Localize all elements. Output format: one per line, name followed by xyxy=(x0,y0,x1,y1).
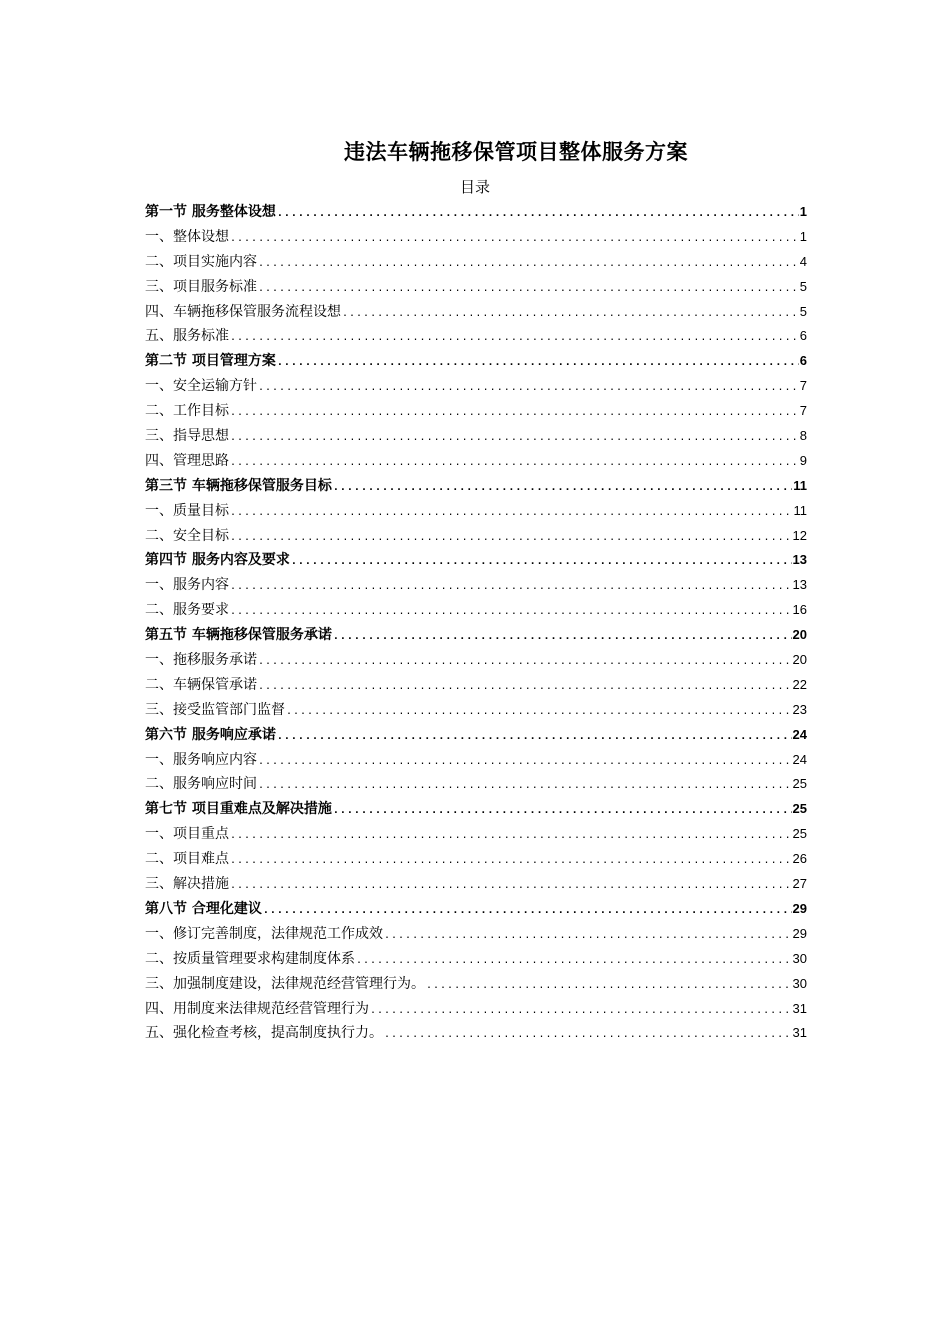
toc-entry-label: 第七节 项目重难点及解决措施 xyxy=(145,801,332,818)
toc-section-entry[interactable] xyxy=(145,897,807,922)
toc-dot-leader xyxy=(356,949,792,974)
toc-item-entry[interactable] xyxy=(145,922,807,947)
toc-entry-label: 三、加强制度建设，法律规范经营管理行为。 xyxy=(145,975,425,992)
toc-entry-label: 第一节 服务整体设想 xyxy=(145,204,276,220)
toc-entry-label: 第三节 车辆拖移保管服务目标 xyxy=(145,477,332,494)
toc-item-entry[interactable] xyxy=(145,748,807,773)
toc-dot-leader xyxy=(263,899,792,924)
toc-item-entry[interactable] xyxy=(145,648,807,673)
toc-dot-leader xyxy=(258,376,799,401)
toc-dot-leader xyxy=(277,725,792,750)
toc-entry-label: 三、项目服务标准 xyxy=(145,278,257,295)
toc-entry-label: 二、工作目标 xyxy=(145,403,229,420)
toc-dot-leader xyxy=(230,426,799,451)
toc-item-entry[interactable] xyxy=(145,972,807,997)
toc-page-number: 6 xyxy=(799,353,807,369)
toc-item-entry[interactable] xyxy=(145,872,807,897)
toc-entry-label: 二、按质量管理要求构建制度体系 xyxy=(145,950,355,967)
toc-dot-leader xyxy=(291,550,792,575)
toc-page-number: 6 xyxy=(799,328,807,344)
toc-dot-leader xyxy=(258,675,792,700)
toc-page-number: 26 xyxy=(792,851,807,867)
toc-entry-label: 五、服务标准 xyxy=(145,328,229,345)
toc-entry-label: 四、用制度来法律规范经营管理行为 xyxy=(145,1000,369,1017)
toc-entry-label: 一、服务内容 xyxy=(145,577,229,594)
toc-entry-label: 一、修订完善制度，法律规范工作成效 xyxy=(145,925,383,942)
toc-page-number: 5 xyxy=(799,278,807,294)
toc-dot-leader xyxy=(230,849,792,874)
toc-entry-label: 三、解决措施 xyxy=(145,876,229,893)
toc-dot-leader xyxy=(230,326,799,351)
toc-item-entry[interactable] xyxy=(145,324,807,349)
toc-page-number: 25 xyxy=(792,776,807,792)
toc-item-entry[interactable] xyxy=(145,250,807,275)
toc-dot-leader xyxy=(258,252,799,277)
toc-item-entry[interactable] xyxy=(145,847,807,872)
toc-section-entry[interactable] xyxy=(145,723,807,748)
toc-page-number: 30 xyxy=(792,975,807,991)
toc-entry-label: 一、服务响应内容 xyxy=(145,751,257,768)
toc-entry-label: 二、服务响应时间 xyxy=(145,776,257,793)
toc-page-number: 4 xyxy=(799,253,807,269)
toc-section-entry[interactable] xyxy=(145,797,807,822)
toc-dot-leader xyxy=(230,575,792,600)
toc-item-entry[interactable] xyxy=(145,300,807,325)
toc-item-entry[interactable] xyxy=(145,225,807,250)
toc-item-entry[interactable] xyxy=(145,947,807,972)
toc-entry-label: 三、指导思想 xyxy=(145,428,229,445)
toc-entry-label: 一、安全运输方针 xyxy=(145,378,257,395)
toc-page-number: 16 xyxy=(792,602,807,618)
toc-dot-leader xyxy=(370,999,792,1024)
toc-item-entry[interactable] xyxy=(145,499,807,524)
toc-section-entry[interactable] xyxy=(145,623,807,648)
toc-dot-leader xyxy=(384,924,792,949)
toc-dot-leader xyxy=(333,476,792,501)
toc-entry-label: 一、拖移服务承诺 xyxy=(145,652,257,669)
toc-page-number: 29 xyxy=(792,900,807,916)
toc-dot-leader xyxy=(258,277,799,302)
toc-section-entry[interactable] xyxy=(145,474,807,499)
toc-dot-leader xyxy=(384,1023,792,1048)
toc-page-number: 29 xyxy=(792,925,807,941)
toc-entry-label: 二、安全目标 xyxy=(145,527,229,544)
toc-dot-leader xyxy=(230,874,792,899)
toc-page-number: 25 xyxy=(792,801,807,817)
toc-page-number: 11 xyxy=(793,502,807,518)
toc-page-number: 11 xyxy=(793,477,807,493)
toc-page-number: 25 xyxy=(792,826,807,842)
toc-entry-label: 一、项目重点 xyxy=(145,826,229,843)
toc-dot-leader xyxy=(230,401,799,426)
toc-entry-label: 第二节 项目管理方案 xyxy=(145,353,276,370)
toc-entry-label: 第四节 服务内容及要求 xyxy=(145,552,290,569)
toc-page-number: 1 xyxy=(799,204,807,219)
toc-dot-leader xyxy=(230,600,792,625)
toc-entry-label: 第五节 车辆拖移保管服务承诺 xyxy=(145,627,332,644)
toc-page-number: 9 xyxy=(799,452,807,468)
toc-item-entry[interactable] xyxy=(145,772,807,797)
table-of-contents xyxy=(145,200,807,1046)
toc-item-entry[interactable] xyxy=(145,399,807,424)
toc-entry-label: 一、整体设想 xyxy=(145,228,229,245)
toc-dot-leader xyxy=(258,774,792,799)
toc-dot-leader xyxy=(277,351,799,376)
toc-item-entry[interactable] xyxy=(145,822,807,847)
toc-page-number: 24 xyxy=(792,751,807,767)
toc-page-number: 23 xyxy=(792,701,807,717)
document-title: 违法车辆拖移保管项目整体服务方案 xyxy=(344,139,688,164)
toc-entry-label: 二、服务要求 xyxy=(145,602,229,619)
toc-section-entry[interactable] xyxy=(145,548,807,573)
toc-section-entry[interactable] xyxy=(145,200,807,225)
toc-entry-label: 四、车辆拖移保管服务流程设想 xyxy=(145,303,341,320)
toc-page-number: 13 xyxy=(792,577,807,593)
toc-item-entry[interactable] xyxy=(145,524,807,549)
toc-entry-label: 二、项目实施内容 xyxy=(145,253,257,270)
toc-page-number: 27 xyxy=(792,876,807,892)
toc-dot-leader xyxy=(286,700,792,725)
toc-entry-label: 第六节 服务响应承诺 xyxy=(145,726,276,743)
toc-entry-label: 一、质量目标 xyxy=(145,502,229,519)
toc-page-number: 1 xyxy=(799,228,807,244)
toc-entry-label: 第八节 合理化建议 xyxy=(145,900,262,917)
toc-page-number: 31 xyxy=(792,1000,807,1016)
toc-heading: 目录 xyxy=(459,178,490,196)
toc-page-number: 20 xyxy=(792,627,807,643)
toc-dot-leader xyxy=(230,501,793,526)
toc-item-entry[interactable] xyxy=(145,1021,807,1046)
toc-entry-label: 二、项目难点 xyxy=(145,851,229,868)
toc-entry-label: 三、接受监管部门监督 xyxy=(145,701,285,718)
toc-item-entry[interactable] xyxy=(145,573,807,598)
toc-page-number: 7 xyxy=(799,378,807,394)
toc-dot-leader xyxy=(230,526,792,551)
toc-section-entry[interactable] xyxy=(145,349,807,374)
toc-dot-leader xyxy=(426,974,792,999)
toc-dot-leader xyxy=(333,799,792,824)
toc-dot-leader xyxy=(230,824,792,849)
toc-item-entry[interactable] xyxy=(145,673,807,698)
toc-page-number: 31 xyxy=(792,1025,807,1041)
toc-page-number: 24 xyxy=(792,726,807,742)
toc-item-entry[interactable] xyxy=(145,374,807,399)
toc-dot-leader xyxy=(230,451,799,476)
toc-dot-leader xyxy=(230,227,799,252)
toc-entry-label: 二、车辆保管承诺 xyxy=(145,676,257,693)
toc-dot-leader xyxy=(342,302,799,327)
toc-page-number: 20 xyxy=(792,652,807,668)
toc-item-entry[interactable] xyxy=(145,449,807,474)
toc-item-entry[interactable] xyxy=(145,997,807,1022)
toc-page-number: 7 xyxy=(799,403,807,419)
toc-item-entry[interactable] xyxy=(145,598,807,623)
toc-item-entry[interactable] xyxy=(145,424,807,449)
toc-dot-leader xyxy=(277,202,799,227)
toc-page-number: 12 xyxy=(792,527,807,543)
toc-page-number: 30 xyxy=(792,950,807,966)
toc-page-number: 5 xyxy=(799,303,807,319)
toc-dot-leader xyxy=(258,650,792,675)
toc-page-number: 8 xyxy=(799,428,807,444)
toc-entry-label: 五、强化检查考核，提高制度执行力。 xyxy=(145,1025,383,1042)
toc-dot-leader xyxy=(258,750,792,775)
toc-item-entry[interactable] xyxy=(145,698,807,723)
toc-item-entry[interactable] xyxy=(145,275,807,300)
toc-entry-label: 四、管理思路 xyxy=(145,452,229,469)
toc-dot-leader xyxy=(333,625,792,650)
toc-page-number: 13 xyxy=(792,552,807,568)
toc-page-number: 22 xyxy=(792,676,807,692)
